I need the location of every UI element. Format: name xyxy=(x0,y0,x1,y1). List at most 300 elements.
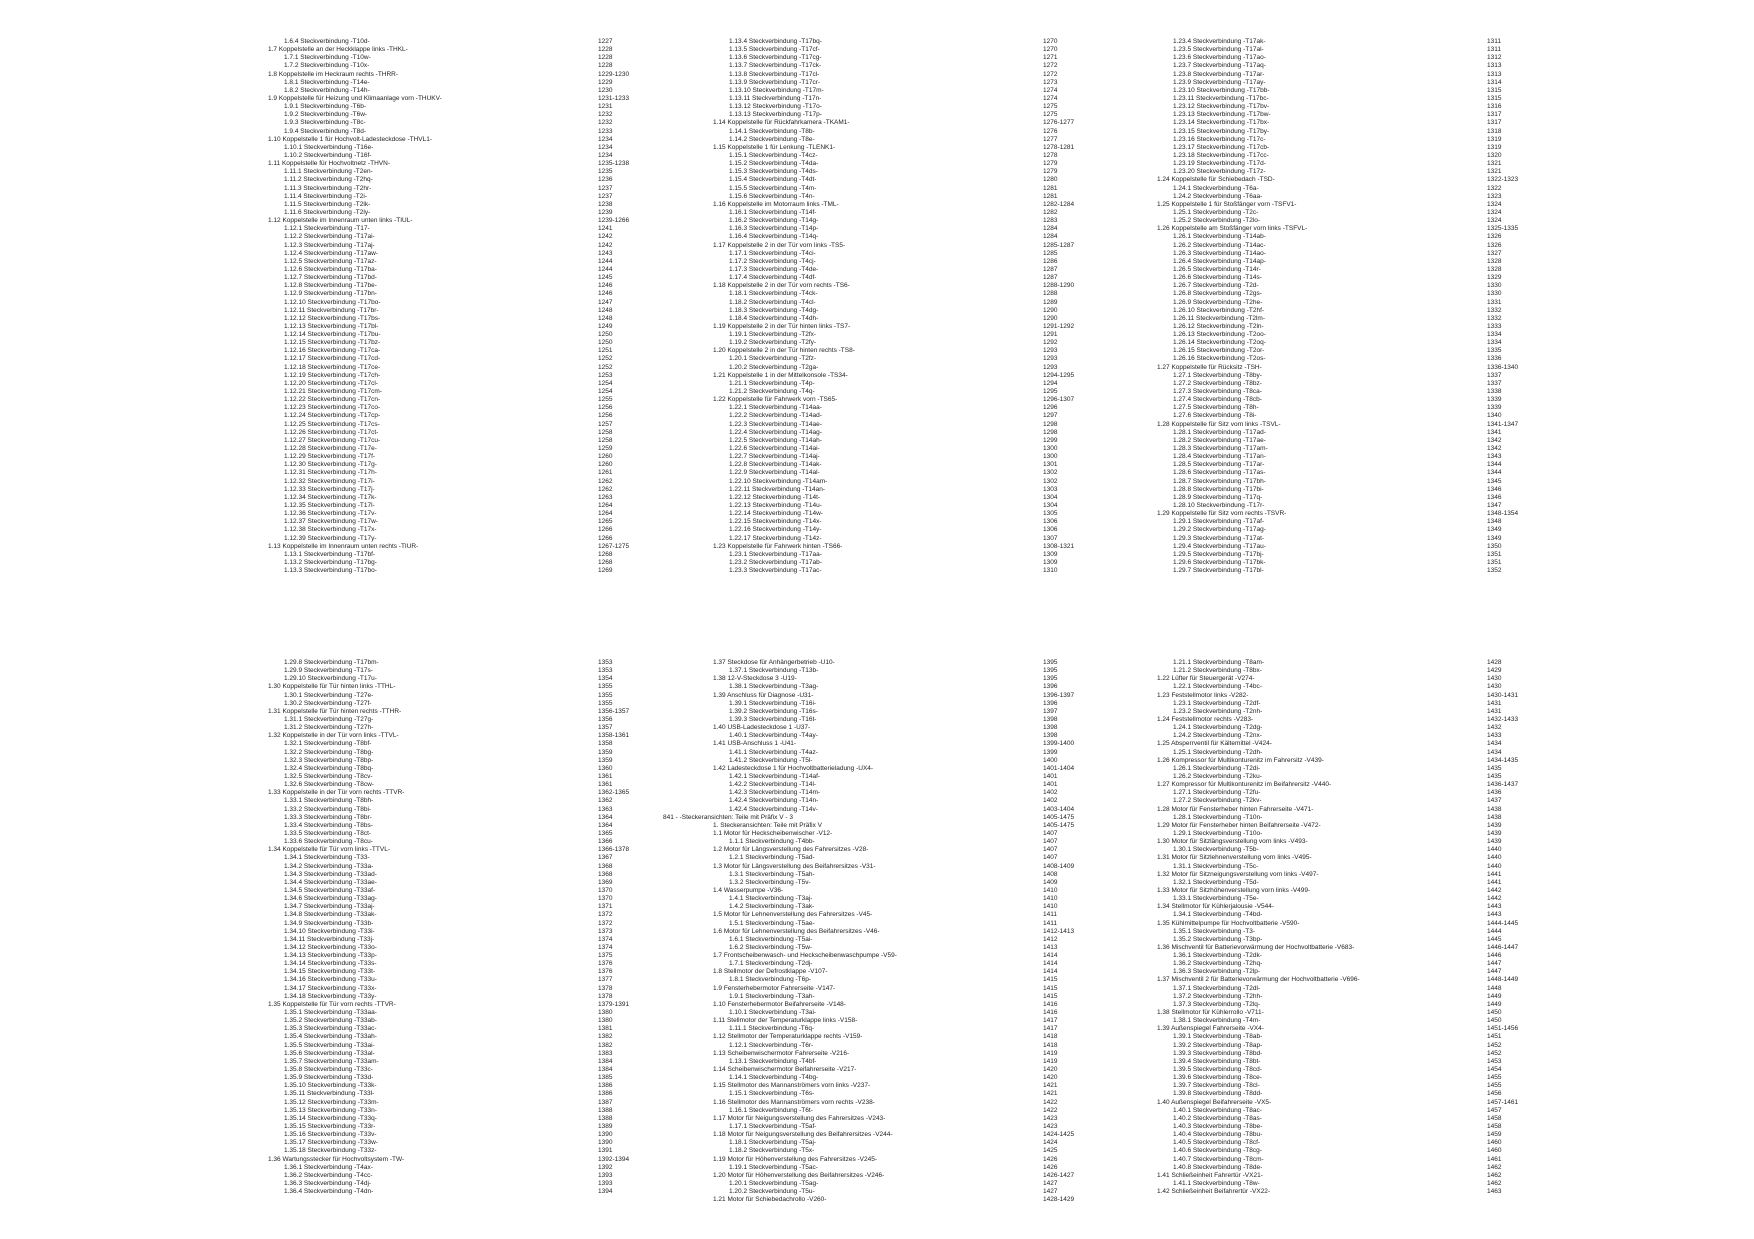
toc-entry[interactable] xyxy=(268,486,688,494)
toc-entry[interactable] xyxy=(268,1172,688,1180)
toc-entry[interactable] xyxy=(268,757,688,765)
toc-entry[interactable] xyxy=(268,567,688,575)
toc-entry[interactable] xyxy=(1157,46,1577,54)
toc-entry[interactable] xyxy=(713,307,1133,315)
toc-entry[interactable] xyxy=(268,502,688,510)
toc-entry[interactable] xyxy=(1157,960,1577,968)
toc-entry[interactable] xyxy=(713,1131,1133,1139)
toc-entry[interactable] xyxy=(1157,871,1577,879)
toc-entry[interactable] xyxy=(268,895,688,903)
toc-entry[interactable] xyxy=(268,854,688,862)
toc-entry[interactable] xyxy=(713,675,1133,683)
toc-entry[interactable] xyxy=(713,854,1133,862)
toc-entry[interactable] xyxy=(713,806,1133,814)
toc-entry[interactable] xyxy=(713,1139,1133,1147)
toc-entry[interactable] xyxy=(713,201,1133,209)
toc-entry[interactable] xyxy=(713,879,1133,887)
toc-entry[interactable] xyxy=(1157,559,1577,567)
toc-entry[interactable] xyxy=(713,1164,1133,1172)
toc-entry[interactable] xyxy=(713,152,1133,160)
toc-entry[interactable] xyxy=(268,1188,688,1196)
toc-entry[interactable] xyxy=(268,928,688,936)
toc-entry[interactable] xyxy=(268,168,688,176)
toc-entry[interactable] xyxy=(713,692,1133,700)
toc-entry[interactable] xyxy=(713,1082,1133,1090)
toc-entry[interactable] xyxy=(268,315,688,323)
toc-entry[interactable] xyxy=(268,290,688,298)
toc-entry[interactable] xyxy=(713,355,1133,363)
toc-entry[interactable] xyxy=(1157,347,1577,355)
toc-entry[interactable] xyxy=(268,38,688,46)
toc-entry[interactable] xyxy=(1157,1164,1577,1172)
toc-entry[interactable] xyxy=(268,1017,688,1025)
toc-entry[interactable] xyxy=(1157,692,1577,700)
toc-entry[interactable] xyxy=(713,749,1133,757)
toc-entry[interactable] xyxy=(268,846,688,854)
toc-entry[interactable] xyxy=(1157,822,1577,830)
toc-entry[interactable] xyxy=(1157,675,1577,683)
toc-entry[interactable] xyxy=(1157,1082,1577,1090)
toc-entry[interactable] xyxy=(1157,461,1577,469)
toc-entry[interactable] xyxy=(268,331,688,339)
toc-entry[interactable] xyxy=(1157,895,1577,903)
toc-entry[interactable] xyxy=(268,160,688,168)
toc-entry[interactable] xyxy=(713,233,1133,241)
toc-entry[interactable] xyxy=(1157,388,1577,396)
toc-entry[interactable] xyxy=(1157,494,1577,502)
toc-entry[interactable] xyxy=(1157,1139,1577,1147)
toc-entry[interactable] xyxy=(1157,486,1577,494)
toc-entry[interactable] xyxy=(1157,838,1577,846)
toc-entry[interactable] xyxy=(268,193,688,201)
toc-entry[interactable] xyxy=(713,242,1133,250)
toc-entry[interactable] xyxy=(1157,526,1577,534)
toc-entry[interactable] xyxy=(268,209,688,217)
toc-entry[interactable] xyxy=(1157,1099,1577,1107)
toc-entry[interactable] xyxy=(713,364,1133,372)
toc-entry[interactable] xyxy=(713,667,1133,675)
toc-entry[interactable] xyxy=(268,543,688,551)
toc-entry[interactable] xyxy=(268,1025,688,1033)
toc-entry[interactable] xyxy=(1157,887,1577,895)
toc-entry[interactable] xyxy=(1157,62,1577,70)
toc-entry[interactable] xyxy=(1157,185,1577,193)
toc-entry[interactable] xyxy=(1157,1131,1577,1139)
toc-entry[interactable] xyxy=(1157,307,1577,315)
toc-entry[interactable] xyxy=(713,445,1133,453)
toc-entry[interactable] xyxy=(268,372,688,380)
toc-entry[interactable] xyxy=(1157,152,1577,160)
toc-entry[interactable] xyxy=(713,266,1133,274)
toc-entry[interactable] xyxy=(1157,700,1577,708)
toc-entry[interactable] xyxy=(713,331,1133,339)
toc-entry[interactable] xyxy=(1157,453,1577,461)
toc-entry[interactable] xyxy=(268,789,688,797)
toc-entry[interactable] xyxy=(1157,944,1577,952)
toc-entry[interactable] xyxy=(713,347,1133,355)
toc-entry[interactable] xyxy=(1157,233,1577,241)
toc-entry[interactable] xyxy=(1157,797,1577,805)
toc-entry[interactable] xyxy=(1157,667,1577,675)
toc-entry[interactable] xyxy=(713,404,1133,412)
toc-entry[interactable] xyxy=(713,976,1133,984)
toc-entry[interactable] xyxy=(268,185,688,193)
toc-entry[interactable] xyxy=(268,1123,688,1131)
toc-entry[interactable] xyxy=(713,412,1133,420)
toc-entry[interactable] xyxy=(1157,445,1577,453)
toc-entry[interactable] xyxy=(713,1156,1133,1164)
toc-entry[interactable] xyxy=(1157,144,1577,152)
toc-entry[interactable] xyxy=(713,396,1133,404)
toc-entry[interactable] xyxy=(1157,1074,1577,1082)
toc-entry[interactable] xyxy=(713,185,1133,193)
toc-entry[interactable] xyxy=(268,944,688,952)
toc-entry[interactable] xyxy=(268,683,688,691)
toc-entry[interactable] xyxy=(1157,683,1577,691)
toc-entry[interactable] xyxy=(713,79,1133,87)
toc-entry[interactable] xyxy=(1157,1050,1577,1058)
toc-entry[interactable] xyxy=(713,716,1133,724)
toc-entry[interactable] xyxy=(268,103,688,111)
toc-entry[interactable] xyxy=(713,136,1133,144)
toc-entry[interactable] xyxy=(268,675,688,683)
toc-entry[interactable] xyxy=(713,299,1133,307)
toc-entry[interactable] xyxy=(713,551,1133,559)
toc-entry[interactable] xyxy=(713,535,1133,543)
toc-entry[interactable] xyxy=(1157,331,1577,339)
toc-entry[interactable] xyxy=(1157,111,1577,119)
toc-entry[interactable] xyxy=(713,911,1133,919)
toc-entry[interactable] xyxy=(713,518,1133,526)
toc-entry[interactable] xyxy=(1157,168,1577,176)
toc-entry[interactable] xyxy=(713,567,1133,575)
toc-entry[interactable] xyxy=(268,903,688,911)
toc-entry[interactable] xyxy=(268,469,688,477)
toc-entry[interactable] xyxy=(713,830,1133,838)
toc-entry[interactable] xyxy=(268,830,688,838)
toc-entry[interactable] xyxy=(268,445,688,453)
toc-entry[interactable] xyxy=(268,46,688,54)
toc-entry[interactable] xyxy=(1157,1066,1577,1074)
toc-entry[interactable] xyxy=(268,453,688,461)
toc-entry[interactable] xyxy=(268,879,688,887)
toc-entry[interactable] xyxy=(268,87,688,95)
toc-entry[interactable] xyxy=(1157,38,1577,46)
toc-entry[interactable] xyxy=(268,1074,688,1082)
toc-entry[interactable] xyxy=(1157,952,1577,960)
toc-entry[interactable] xyxy=(713,54,1133,62)
toc-entry[interactable] xyxy=(1157,339,1577,347)
toc-entry[interactable] xyxy=(268,1156,688,1164)
toc-entry[interactable] xyxy=(1157,372,1577,380)
toc-entry[interactable] xyxy=(1157,789,1577,797)
toc-entry[interactable] xyxy=(1157,54,1577,62)
toc-entry[interactable] xyxy=(713,757,1133,765)
toc-entry[interactable] xyxy=(713,1147,1133,1155)
toc-entry[interactable] xyxy=(268,740,688,748)
toc-entry[interactable] xyxy=(1157,659,1577,667)
toc-entry[interactable] xyxy=(268,54,688,62)
toc-entry[interactable] xyxy=(1157,95,1577,103)
toc-entry[interactable] xyxy=(268,339,688,347)
toc-entry[interactable] xyxy=(268,347,688,355)
toc-entry[interactable] xyxy=(1157,854,1577,862)
toc-entry[interactable] xyxy=(268,814,688,822)
toc-entry[interactable] xyxy=(268,461,688,469)
toc-entry[interactable] xyxy=(1157,518,1577,526)
toc-entry[interactable] xyxy=(268,960,688,968)
toc-entry[interactable] xyxy=(268,201,688,209)
toc-entry[interactable] xyxy=(268,144,688,152)
toc-entry[interactable] xyxy=(1157,274,1577,282)
toc-entry[interactable] xyxy=(713,250,1133,258)
toc-entry[interactable] xyxy=(268,152,688,160)
toc-entry[interactable] xyxy=(1157,87,1577,95)
toc-entry[interactable] xyxy=(1157,364,1577,372)
toc-entry[interactable] xyxy=(268,773,688,781)
toc-entry[interactable] xyxy=(268,1090,688,1098)
toc-entry[interactable] xyxy=(268,233,688,241)
toc-entry[interactable] xyxy=(713,193,1133,201)
toc-entry[interactable] xyxy=(713,1050,1133,1058)
toc-entry[interactable] xyxy=(713,46,1133,54)
toc-entry[interactable] xyxy=(268,732,688,740)
toc-entry[interactable] xyxy=(713,176,1133,184)
toc-entry[interactable] xyxy=(713,315,1133,323)
toc-entry[interactable] xyxy=(268,1180,688,1188)
toc-entry[interactable] xyxy=(1157,708,1577,716)
toc-entry[interactable] xyxy=(268,217,688,225)
toc-entry[interactable] xyxy=(268,355,688,363)
toc-entry[interactable] xyxy=(713,765,1133,773)
toc-entry[interactable] xyxy=(713,160,1133,168)
toc-entry[interactable] xyxy=(1157,355,1577,363)
toc-entry[interactable] xyxy=(268,388,688,396)
toc-entry[interactable] xyxy=(713,1099,1133,1107)
toc-entry[interactable] xyxy=(268,551,688,559)
toc-entry[interactable] xyxy=(713,71,1133,79)
toc-entry[interactable] xyxy=(1157,209,1577,217)
toc-entry[interactable] xyxy=(1157,510,1577,518)
toc-entry[interactable] xyxy=(713,1172,1133,1180)
toc-entry[interactable] xyxy=(713,62,1133,70)
toc-entry[interactable] xyxy=(1157,740,1577,748)
toc-entry[interactable] xyxy=(713,1074,1133,1082)
toc-entry[interactable] xyxy=(1157,879,1577,887)
toc-entry[interactable] xyxy=(1157,1115,1577,1123)
toc-entry[interactable] xyxy=(1157,903,1577,911)
toc-entry[interactable] xyxy=(1157,421,1577,429)
toc-entry[interactable] xyxy=(1157,1188,1577,1196)
toc-entry[interactable] xyxy=(713,952,1133,960)
toc-entry[interactable] xyxy=(268,396,688,404)
toc-entry[interactable] xyxy=(268,1042,688,1050)
toc-entry[interactable] xyxy=(713,128,1133,136)
toc-entry[interactable] xyxy=(713,1196,1133,1204)
toc-entry[interactable] xyxy=(1157,985,1577,993)
toc-entry[interactable] xyxy=(268,242,688,250)
toc-entry[interactable] xyxy=(268,936,688,944)
toc-entry[interactable] xyxy=(1157,716,1577,724)
toc-entry[interactable] xyxy=(268,806,688,814)
toc-entry[interactable] xyxy=(268,887,688,895)
toc-entry[interactable] xyxy=(1157,437,1577,445)
toc-entry[interactable] xyxy=(268,968,688,976)
toc-entry[interactable] xyxy=(268,1107,688,1115)
toc-entry[interactable] xyxy=(713,1017,1133,1025)
toc-entry[interactable] xyxy=(1157,551,1577,559)
toc-entry[interactable] xyxy=(713,225,1133,233)
toc-entry[interactable] xyxy=(1157,911,1577,919)
toc-entry[interactable] xyxy=(713,103,1133,111)
toc-entry[interactable] xyxy=(268,1147,688,1155)
toc-entry[interactable] xyxy=(1157,160,1577,168)
toc-entry[interactable] xyxy=(1157,1180,1577,1188)
toc-entry[interactable] xyxy=(268,128,688,136)
toc-entry[interactable] xyxy=(268,659,688,667)
toc-entry[interactable] xyxy=(1157,193,1577,201)
toc-entry[interactable] xyxy=(268,1099,688,1107)
toc-entry[interactable] xyxy=(268,716,688,724)
toc-entry[interactable] xyxy=(1157,846,1577,854)
toc-entry[interactable] xyxy=(713,339,1133,347)
toc-entry[interactable] xyxy=(1157,266,1577,274)
toc-entry[interactable] xyxy=(268,1058,688,1066)
toc-entry[interactable] xyxy=(1157,502,1577,510)
toc-entry[interactable] xyxy=(1157,323,1577,331)
toc-entry[interactable] xyxy=(1157,1042,1577,1050)
toc-entry[interactable] xyxy=(713,781,1133,789)
toc-entry[interactable] xyxy=(268,993,688,1001)
toc-entry[interactable] xyxy=(713,1033,1133,1041)
toc-entry[interactable] xyxy=(268,412,688,420)
toc-entry[interactable] xyxy=(1157,535,1577,543)
toc-entry[interactable] xyxy=(713,944,1133,952)
toc-entry[interactable] xyxy=(713,968,1133,976)
toc-entry[interactable] xyxy=(1157,103,1577,111)
toc-entry[interactable] xyxy=(268,1066,688,1074)
toc-entry[interactable] xyxy=(713,903,1133,911)
toc-entry[interactable] xyxy=(268,985,688,993)
toc-entry[interactable] xyxy=(713,724,1133,732)
toc-entry[interactable] xyxy=(268,749,688,757)
toc-entry[interactable] xyxy=(713,773,1133,781)
toc-entry[interactable] xyxy=(713,1115,1133,1123)
toc-entry[interactable] xyxy=(713,453,1133,461)
toc-entry[interactable] xyxy=(268,258,688,266)
toc-entry[interactable] xyxy=(713,838,1133,846)
toc-entry[interactable] xyxy=(268,724,688,732)
toc-entry[interactable] xyxy=(1157,1123,1577,1131)
toc-entry[interactable] xyxy=(268,421,688,429)
toc-entry[interactable] xyxy=(713,920,1133,928)
toc-entry[interactable] xyxy=(1157,201,1577,209)
toc-entry[interactable] xyxy=(268,781,688,789)
toc-entry[interactable] xyxy=(268,380,688,388)
toc-entry[interactable] xyxy=(713,486,1133,494)
toc-entry[interactable] xyxy=(1157,567,1577,575)
toc-entry[interactable] xyxy=(1157,830,1577,838)
toc-entry[interactable] xyxy=(268,518,688,526)
toc-entry[interactable] xyxy=(268,274,688,282)
toc-entry[interactable] xyxy=(713,478,1133,486)
toc-entry[interactable] xyxy=(1157,315,1577,323)
toc-entry[interactable] xyxy=(713,437,1133,445)
toc-entry[interactable] xyxy=(268,119,688,127)
toc-entry[interactable] xyxy=(268,494,688,502)
toc-entry[interactable] xyxy=(268,1009,688,1017)
toc-entry[interactable] xyxy=(268,71,688,79)
toc-entry[interactable] xyxy=(713,1123,1133,1131)
toc-entry[interactable] xyxy=(713,217,1133,225)
toc-entry[interactable] xyxy=(268,404,688,412)
toc-entry[interactable] xyxy=(1157,1058,1577,1066)
toc-entry[interactable] xyxy=(713,797,1133,805)
toc-entry[interactable] xyxy=(1157,380,1577,388)
toc-entry[interactable] xyxy=(713,502,1133,510)
toc-entry[interactable] xyxy=(713,559,1133,567)
toc-entry[interactable] xyxy=(1157,1172,1577,1180)
toc-entry[interactable] xyxy=(268,478,688,486)
toc-entry[interactable] xyxy=(713,510,1133,518)
toc-entry[interactable] xyxy=(1157,936,1577,944)
toc-entry[interactable] xyxy=(268,111,688,119)
toc-entry[interactable] xyxy=(713,936,1133,944)
toc-entry[interactable] xyxy=(1157,136,1577,144)
toc-entry[interactable] xyxy=(713,1188,1133,1196)
toc-entry[interactable] xyxy=(268,250,688,258)
toc-entry[interactable] xyxy=(713,659,1133,667)
toc-entry[interactable] xyxy=(268,863,688,871)
toc-entry[interactable] xyxy=(1157,993,1577,1001)
toc-entry[interactable] xyxy=(1157,1090,1577,1098)
toc-entry[interactable] xyxy=(713,846,1133,854)
toc-entry[interactable] xyxy=(268,692,688,700)
toc-entry[interactable] xyxy=(713,1090,1133,1098)
toc-entry[interactable] xyxy=(1157,749,1577,757)
toc-entry[interactable] xyxy=(268,1033,688,1041)
toc-entry[interactable] xyxy=(713,863,1133,871)
toc-entry[interactable] xyxy=(713,38,1133,46)
toc-entry[interactable] xyxy=(713,168,1133,176)
toc-entry[interactable] xyxy=(713,1066,1133,1074)
toc-entry[interactable] xyxy=(268,1001,688,1009)
toc-entry[interactable] xyxy=(1157,225,1577,233)
toc-entry[interactable] xyxy=(268,95,688,103)
toc-entry[interactable] xyxy=(1157,1001,1577,1009)
toc-entry[interactable] xyxy=(268,323,688,331)
toc-entry[interactable] xyxy=(1157,250,1577,258)
toc-entry[interactable] xyxy=(713,323,1133,331)
toc-entry[interactable] xyxy=(268,952,688,960)
toc-entry[interactable] xyxy=(1157,863,1577,871)
toc-entry[interactable] xyxy=(713,258,1133,266)
toc-entry[interactable] xyxy=(1157,543,1577,551)
toc-entry[interactable] xyxy=(268,176,688,184)
toc-entry[interactable] xyxy=(713,1009,1133,1017)
toc-entry[interactable] xyxy=(268,822,688,830)
toc-entry[interactable] xyxy=(713,461,1133,469)
toc-entry[interactable] xyxy=(1157,282,1577,290)
toc-entry[interactable] xyxy=(268,1050,688,1058)
toc-entry[interactable] xyxy=(1157,1156,1577,1164)
toc-entry[interactable] xyxy=(1157,176,1577,184)
toc-entry[interactable] xyxy=(713,429,1133,437)
toc-entry[interactable] xyxy=(713,732,1133,740)
toc-entry[interactable] xyxy=(713,543,1133,551)
toc-entry[interactable] xyxy=(713,1025,1133,1033)
toc-entry[interactable] xyxy=(1157,1107,1577,1115)
